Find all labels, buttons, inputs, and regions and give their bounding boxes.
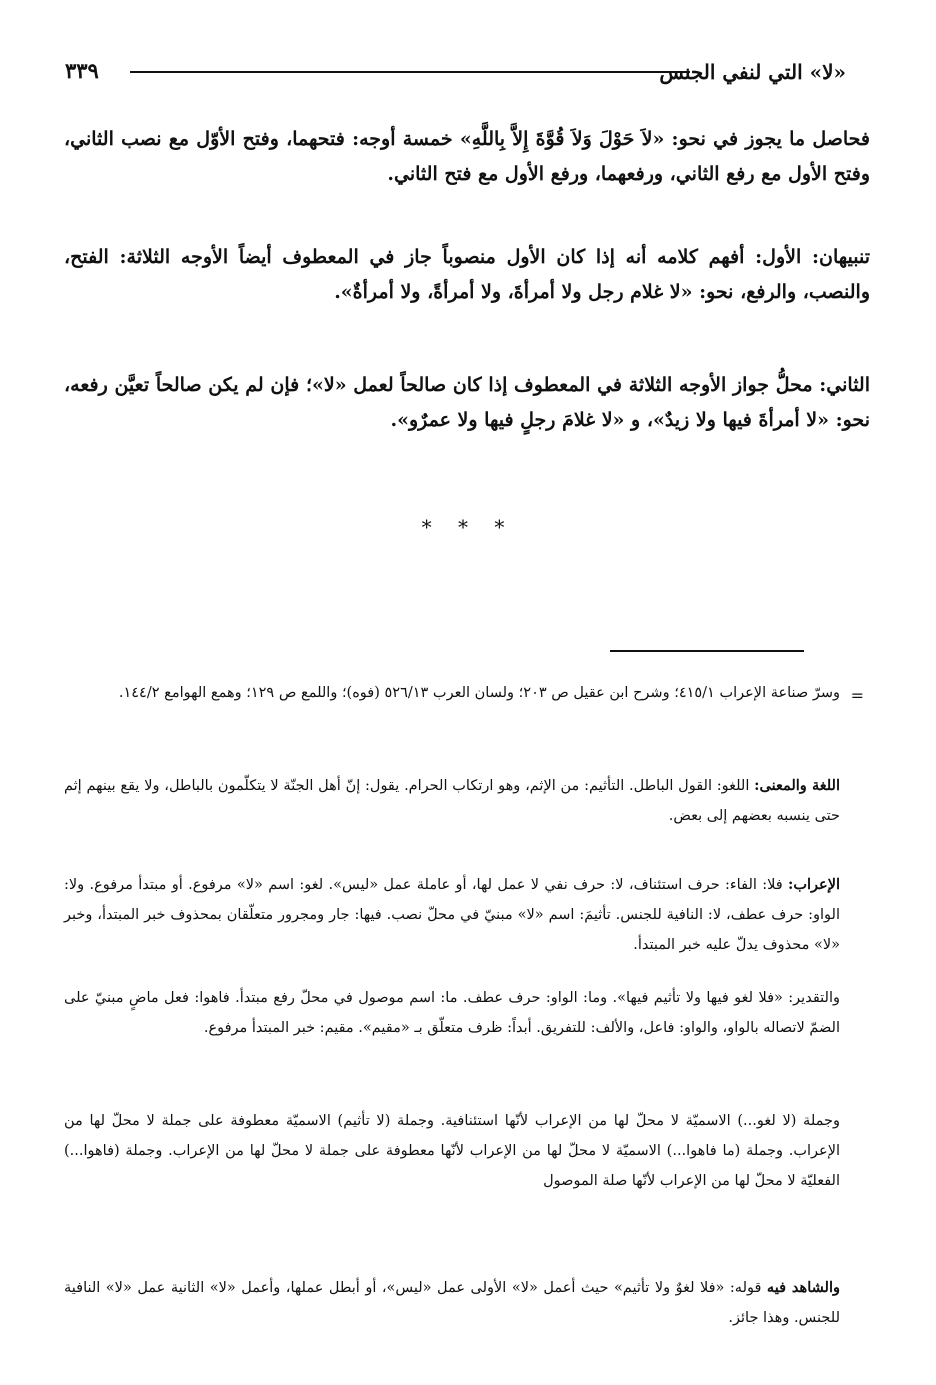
footnote-evidence-text [64, 1273, 840, 1333]
footnote-language-meaning [64, 771, 840, 831]
footnote-sentences-text: وجملة (لا لغو...) الاسميّة لا محلّ لها من الإعراب لأنّها استئنافية. وجملة (لا تأثيم) الاسميّة معطوفة على جملة لا محلّ لها من الإعراب. وجملة (ما فاهوا...) الاسميّة لا محلّ لها من الإعراب لأنّها معطوفة على جملة لا محلّ لها من الإعراب. وجملة (فاهوا...) الفعليّة لا محلّ لها من الإعراب لأنّها صلة الموصول [64, 1113, 840, 1189]
footnote-sources [64, 678, 840, 708]
main-paragraph-1-text: فحاصل ما يجوز في نحو: «لاَ حَوْلَ وَلاَ قُوَّةَ إِلاَّ بِاللَّهِ» خمسة أوجه: فتحهما، وفتح الأوّل مع نصب الثاني، وفتح الأول مع رفع الثاني، ورفعهما، ورفع الأول مع فتح الثاني. [64, 128, 870, 185]
running-header-title: «لا» التي لنفي الجنس [659, 60, 846, 84]
evidence-label: والشاهد فيه [766, 1279, 840, 1296]
footnote-parsing-text [64, 870, 840, 960]
tanbihan-label: تنبيهان: [811, 246, 870, 268]
parsing-body: فلا: الفاء: حرف استئناف، لا: حرف نفي لا عمل لها، أو عاملة عمل «ليس». لغو: اسم «لا» مرفوع. أو مبتدأ مرفوع. ولا: الواو: حرف عطف، لا: النافية للجنس. تأثيمَ: اسم «لا» مبنيّ في محلّ نصب. فيها: جار ومجرور متعلّقان بمحذوف خبر المبتدأ، وخبر «لا» محذوف يدلّ عليه خبر المبتدأ. [64, 877, 840, 953]
tanbihan-text: الأول: أفهم كلامه أنه إذا كان الأول منصوباً جاز في المعطوف أيضاً الأوجه الثلاثة: الفتح، والنصب، والرفع، نحو: «لا غلام رجل ولا أمرأةَ، ولا أمرأةً، ولا أمرأةٌ». [64, 246, 870, 303]
footnote-estimation-text: والتقدير: «فلا لغو فيها ولا تأثيم فيها». وما: الواو: حرف عطف. ما: اسم موصول في محلّ رفع مبتدأ. فاهوا: فعل ماضٍ مبنيّ على الضمّ لاتصاله بالواو، والواو: فاعل، والألف: للتفريق. أبداً: ظرف متعلّق بـ «مقيم». مقيم: خبر المبتدأ مرفوع. [64, 990, 840, 1036]
parsing-label: الإعراب: [788, 876, 840, 893]
main-paragraph-3-text: الثاني: محلُّ جواز الأوجه الثلاثة في المعطوف إذا كان صالحاً لعمل «لا»؛ فإن لم يكن صالحاً تعيَّن رفعه، نحو: «لا أمرأةَ فيها ولا زيدٌ»، و «لا غلامَ رجلٍ فيها ولا عمرٌو». [64, 374, 870, 431]
footnote-rule [610, 650, 804, 652]
main-paragraph-3 [64, 368, 870, 438]
language-meaning-label: اللغة والمعنى: [754, 777, 841, 794]
page-number: ٣٣٩ [65, 58, 99, 83]
footnote-evidence [64, 1273, 840, 1333]
footnote-continuation-mark: = [850, 686, 864, 705]
footnote-estimation [64, 983, 840, 1043]
main-paragraph-1 [64, 122, 870, 192]
language-meaning-body: اللغو: القول الباطل. التأثيم: من الإثم، وهو ارتكاب الحرام. يقول: إنّ أهل الجنّة لا يتكلّمون بالباطل، ولا يقع بينهم إثم حتى ينسبه بعضهم إلى بعض. [64, 778, 840, 824]
evidence-body: قوله: «فلا لغوٌ ولا تأثيم» حيث أعمل «لا» الأولى عمل «ليس»، أو أبطل عملها، وأعمل «لا» الثانية عمل «لا» النافية للجنس. وهذا جائز. [64, 1280, 840, 1326]
section-separator: * * * [421, 515, 515, 539]
footnote-parsing [64, 870, 840, 960]
header-rule [130, 71, 690, 73]
main-paragraph-2-text [64, 240, 870, 310]
footnote-sources-text: وسرّ صناعة الإعراب ٤١٥/١؛ وشرح ابن عقيل ص ٢٠٣؛ ولسان العرب ٥٢٦/١٣ (فوه)؛ واللمع ص ١٢٩؛ وهمع الهوامع ١٤٤/٢. [118, 685, 840, 701]
main-paragraph-2 [64, 240, 870, 310]
footnote-sentences [64, 1106, 840, 1196]
footnote-language-meaning-text [64, 771, 840, 831]
